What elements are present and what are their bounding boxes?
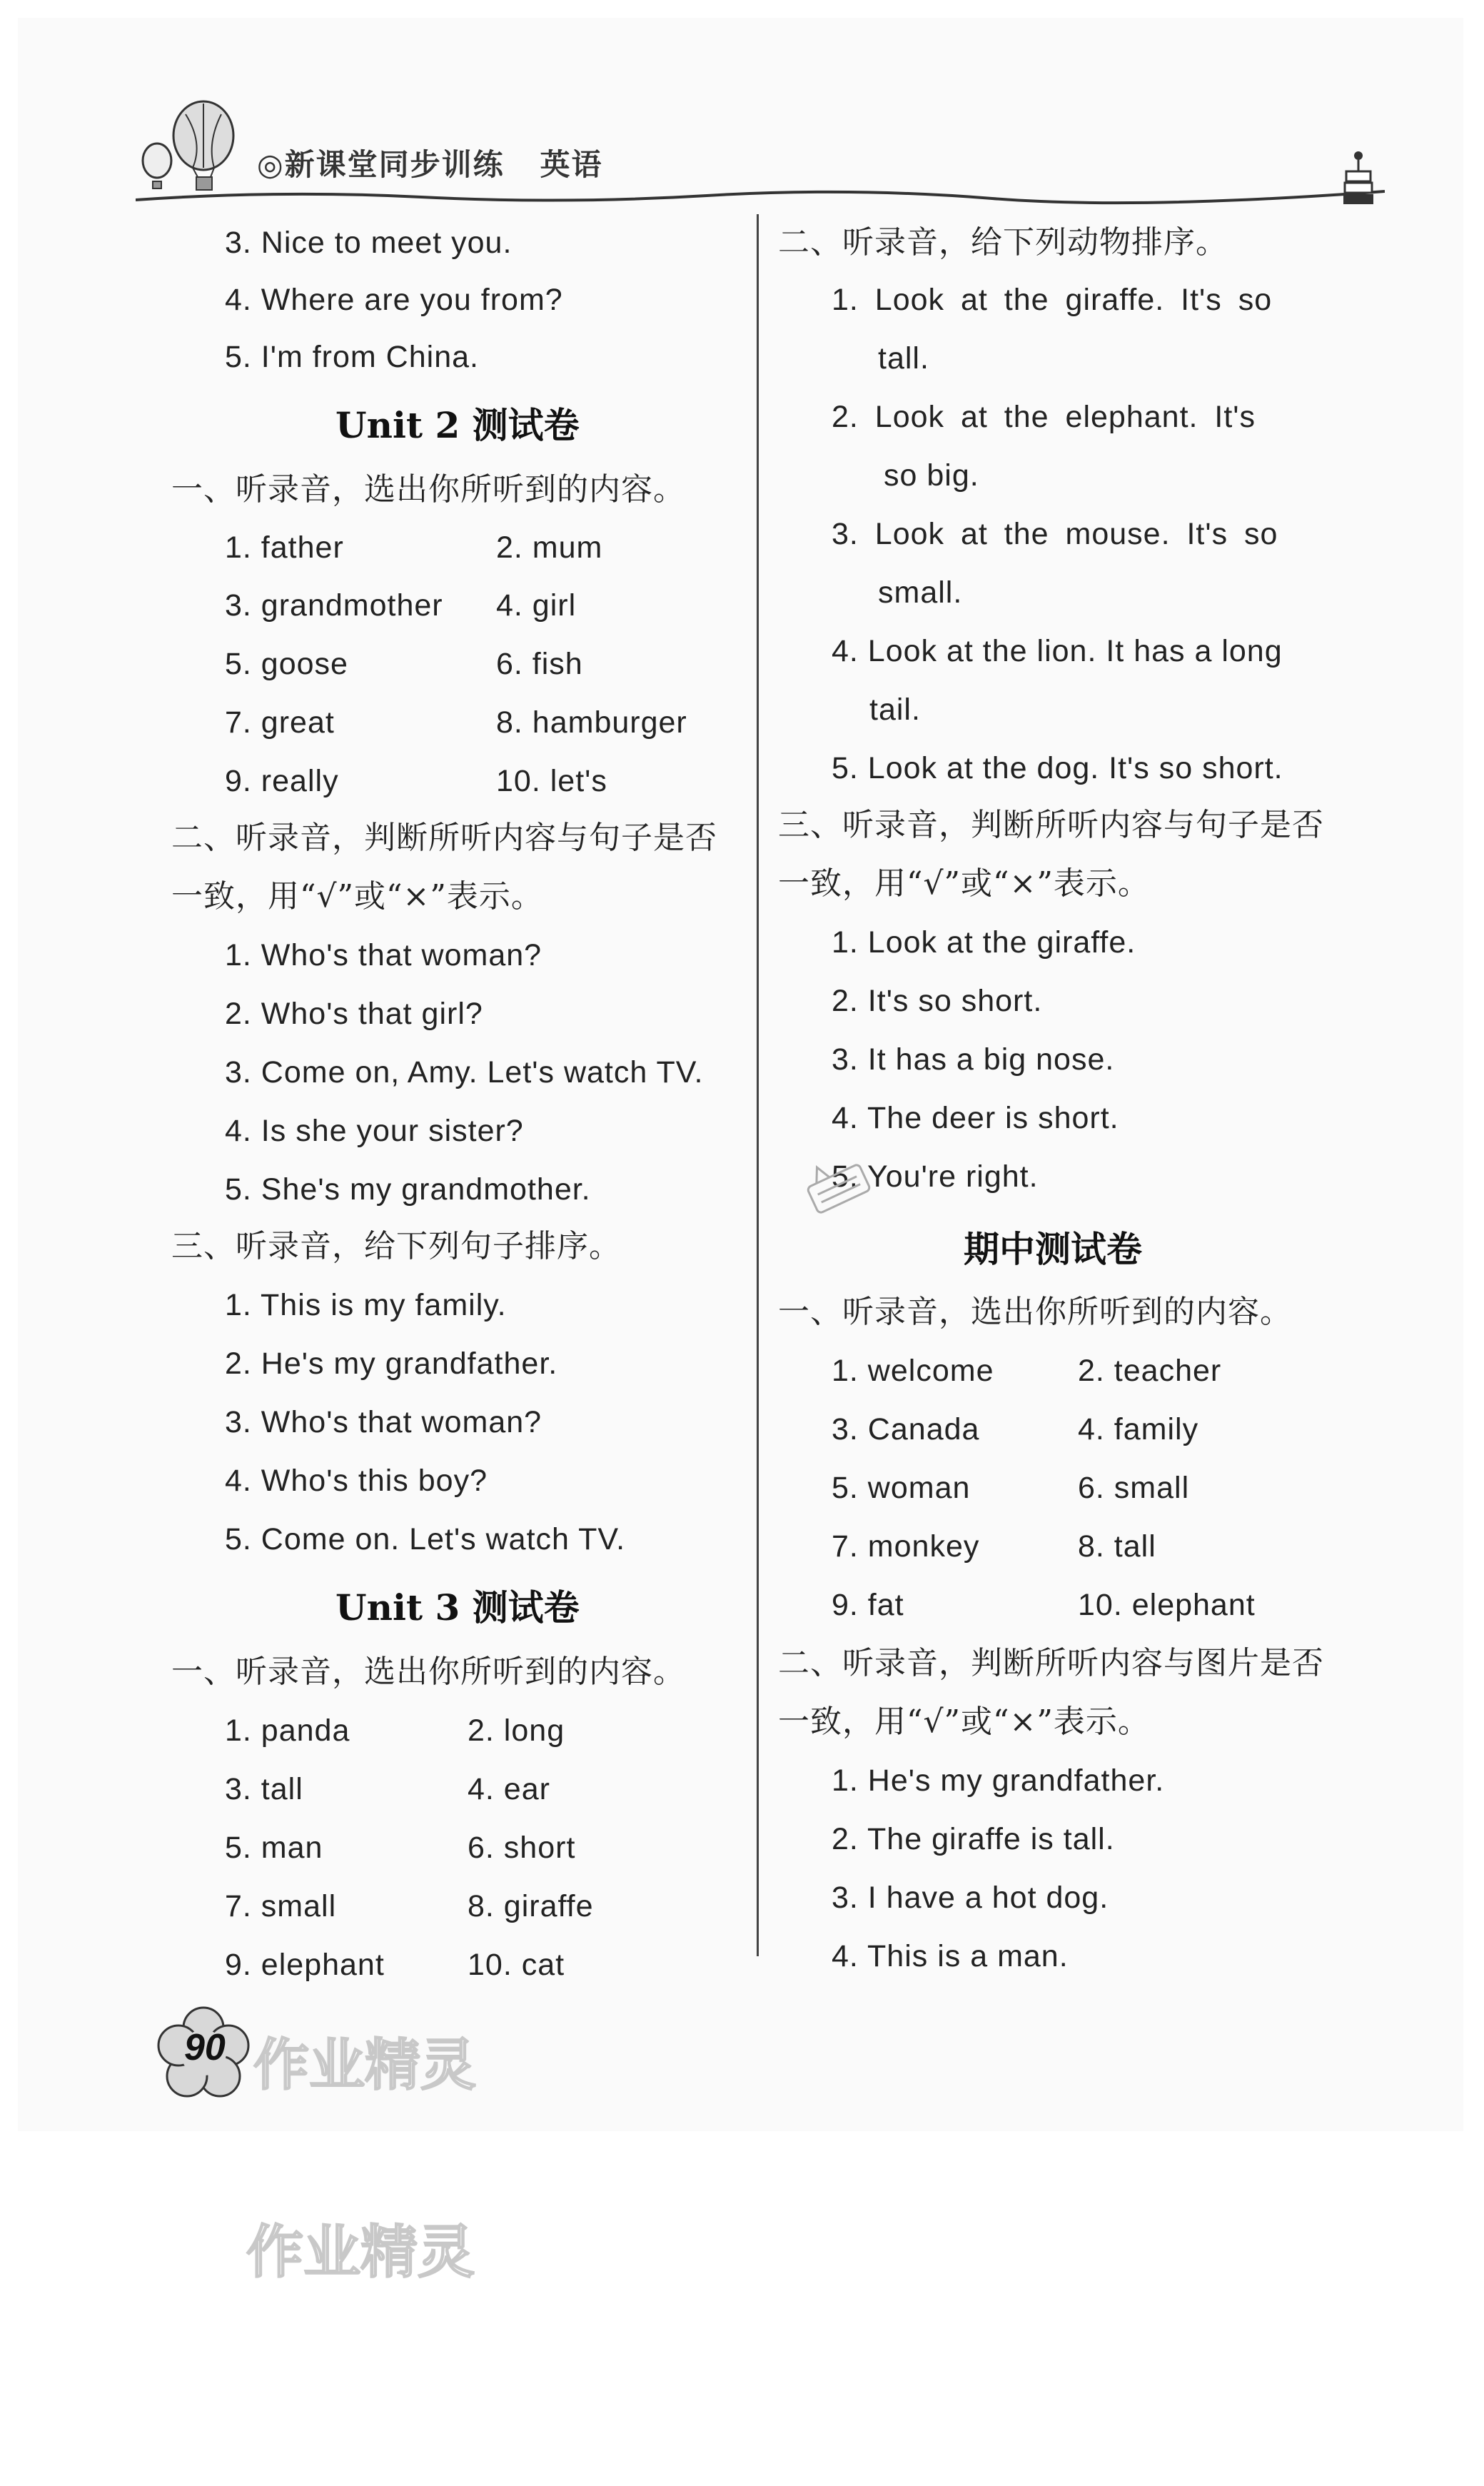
list-item: 2. The giraffe is tall. [832,1822,1115,1856]
question-heading: 二、听录音，判断所听内容与图片是否 [778,1645,1324,1681]
question-heading: 三、听录音，给下列句子排序。 [171,1228,621,1264]
list-item: 8. giraffe [468,1889,594,1923]
question-heading: 一、听录音，选出你所听到的内容。 [171,1654,685,1690]
list-item: 1. father [225,530,344,565]
list-item: 1. welcome [832,1354,994,1388]
question-heading: 一、听录音，选出你所听到的内容。 [171,471,685,508]
list-item: 3. Look at the mouse. It's so [832,517,1278,551]
list-item: 4. Where are you from? [225,283,563,317]
book-stack-icon [1341,150,1376,207]
list-item: 10. cat [468,1948,565,1982]
list-item: 3. tall [225,1772,303,1806]
list-item: tail. [869,693,921,727]
list-item: 3. Canada [832,1412,980,1446]
list-item: 2. It's so short. [832,984,1043,1018]
question-heading: 一致，用“√”或“×”表示。 [778,1704,1150,1740]
list-item: 4. girl [496,588,577,623]
list-item: 1. He's my grandfather. [832,1763,1165,1798]
list-item: 5. You're right. [832,1159,1039,1194]
watermark: 作业精灵 [246,2218,475,2285]
list-item: 2. long [468,1713,565,1748]
list-item: 8. hamburger [496,705,687,740]
list-item: 10. let's [496,764,607,798]
list-item: 2. Look at the elephant. It's [832,400,1256,434]
list-item: 4. This is a man. [832,1939,1069,1973]
list-item: 5. Come on. Let's watch TV. [225,1522,626,1556]
list-item: 3. I have a hot dog. [832,1881,1109,1915]
list-item: 2. mum [496,530,603,565]
list-item: 1. Look at the giraffe. [832,925,1136,960]
list-item: 4. family [1078,1412,1199,1446]
list-item: 5. goose [225,647,348,681]
list-item: 1. panda [225,1713,350,1748]
column-divider [757,214,759,1956]
list-item: 9. really [225,764,339,798]
list-item: 1. Who's that woman? [225,938,542,972]
question-heading: 一、听录音，选出你所听到的内容。 [778,1294,1292,1330]
stamp-icon [792,1142,885,1235]
subject-label: 英语 [540,147,603,182]
section-title: Unit 2 测试卷 [335,404,580,446]
question-heading: 一致，用“√”或“×”表示。 [778,865,1150,902]
header-wavy-line [136,187,1385,208]
question-heading: 三、听录音，判断所听内容与句子是否 [778,807,1324,843]
list-item: small. [878,575,963,610]
list-item: 9. fat [832,1588,904,1622]
list-item: 7. great [225,705,335,740]
list-item: 5. She's my grandmother. [225,1172,591,1207]
list-item: 5. Look at the dog. It's so short. [832,751,1283,785]
list-item: 3. It has a big nose. [832,1042,1115,1077]
list-item: 4. ear [468,1772,550,1806]
list-item: 7. monkey [832,1529,980,1564]
list-item: tall. [878,341,929,376]
list-item: 4. Look at the lion. It has a long [832,634,1283,668]
section-title: 期中测试卷 [964,1228,1142,1270]
header-title [257,141,603,184]
list-item: 9. elephant [225,1948,385,1982]
list-item: 4. Who's this boy? [225,1464,488,1498]
series-title: ◎新课堂同步训练 [257,147,505,182]
list-item: 10. elephant [1078,1588,1256,1622]
list-item: 6. short [468,1831,576,1865]
list-item: 6. fish [496,647,583,681]
list-item: 4. Is she your sister? [225,1114,524,1148]
list-item: 2. teacher [1078,1354,1222,1388]
list-item: 5. man [225,1831,323,1865]
list-item: 6. small [1078,1471,1190,1505]
question-heading: 二、听录音，给下列动物排序。 [778,224,1228,261]
list-item: 3. Who's that woman? [225,1405,542,1439]
question-heading: 一致，用“√”或“×”表示。 [171,878,543,915]
list-item: 2. Who's that girl? [225,997,483,1031]
list-item: 5. I'm from China. [225,340,479,374]
list-item: 4. The deer is short. [832,1101,1119,1135]
list-item: 8. tall [1078,1529,1156,1564]
list-item: 3. Nice to meet you. [225,226,513,260]
section-title: Unit 3 测试卷 [335,1586,580,1629]
page-number: 90 [184,2027,226,2068]
list-item: 7. small [225,1889,337,1923]
list-item: 3. Come on, Amy. Let's watch TV. [225,1055,704,1089]
list-item: 5. woman [832,1471,971,1505]
watermark: 作业精灵 [253,2033,477,2098]
list-item: 1. This is my family. [225,1288,507,1322]
list-item: so big. [884,458,979,493]
list-item: 1. Look at the giraffe. It's so [832,283,1273,317]
question-heading: 二、听录音，判断所听内容与句子是否 [171,820,717,856]
list-item: 3. grandmother [225,588,443,623]
list-item: 2. He's my grandfather. [225,1347,558,1381]
